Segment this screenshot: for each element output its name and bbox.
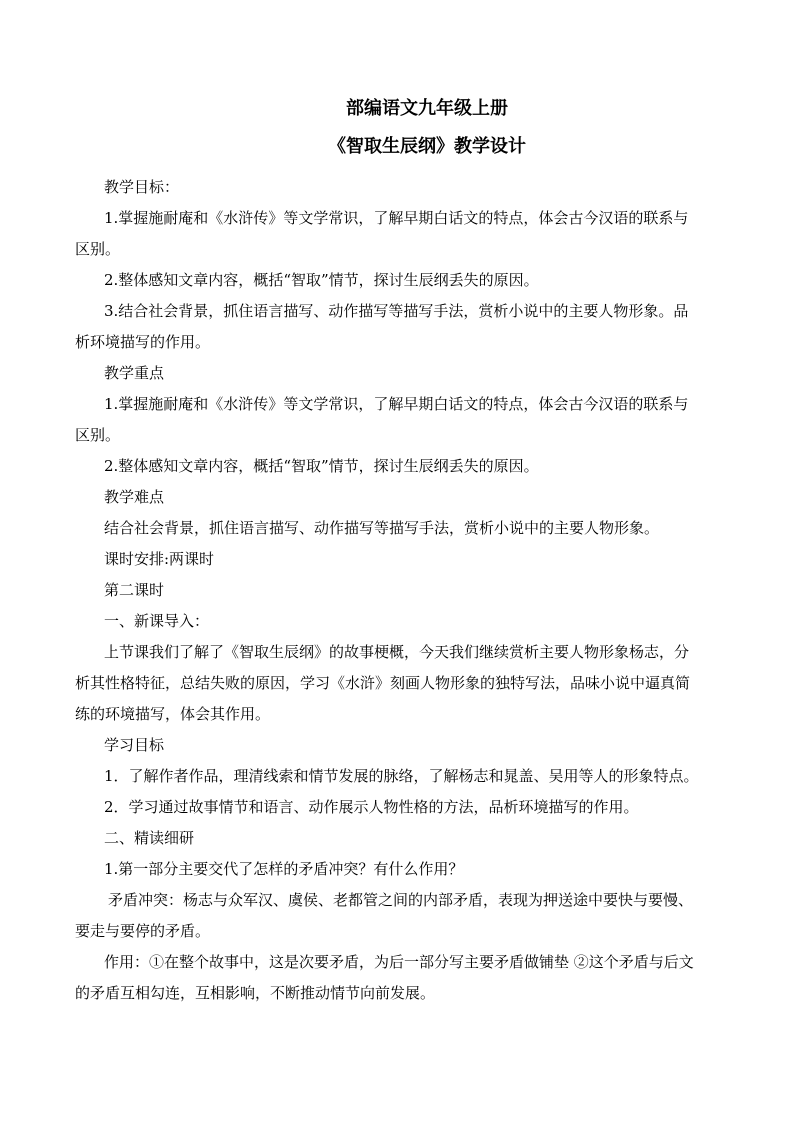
section-heading-learning-goals: 学习目标 — [104, 736, 165, 754]
section-heading-objectives: 教学目标： — [104, 178, 180, 196]
paragraph-line: 的矛盾互相勾连，互相影响，不断推动情节向前发展。 — [75, 984, 436, 1002]
document-title-lesson: 《智取生辰纲》教学设计 — [328, 136, 526, 157]
paragraph-line: 2.整体感知文章内容，概括“智取”情节，探讨生辰纲丢失的原因。 — [104, 271, 539, 289]
section-heading-close-reading: 二、精读细研 — [104, 829, 195, 847]
paragraph-line: 结合社会背景，抓住语言描写、动作描写等描写手法，赏析小说中的主要人物形象。 — [104, 519, 660, 537]
question-line: 1.第一部分主要交代了怎样的矛盾冲突？有什么作用？ — [104, 860, 464, 878]
paragraph-line: 练的环境描写，体会其作用。 — [75, 705, 271, 723]
paragraph-line: 1．了解作者作品，理清线索和情节发展的脉络，了解杨志和晁盖、吴用等人的形象特点。 — [104, 767, 699, 785]
document-title-grade: 部编语文九年级上册 — [346, 98, 508, 119]
paragraph-line: 矛盾冲突：杨志与众军汉、虞侯、老都管之间的内部矛盾，表现为押送途中要快与要慢、 — [108, 891, 694, 909]
paragraph-line: 上节课我们了解了《智取生辰纲》的故事梗概，今天我们继续赏析主要人物形象杨志，分 — [104, 643, 690, 661]
paragraph-line: 析其性格特征，总结失败的原因，学习《水浒》刻画人物形象的独特写法，品味小说中逼真简 — [75, 674, 691, 692]
paragraph-line: 区别。 — [75, 426, 121, 444]
paragraph-line: 2.整体感知文章内容，概括“智取”情节，探讨生辰纲丢失的原因。 — [104, 457, 539, 475]
paragraph-line: 3.结合社会背景，抓住语言描写、动作描写等描写手法，赏析小说中的主要人物形象。品 — [104, 302, 689, 320]
section-heading-second-lesson: 第二课时 — [104, 581, 165, 599]
section-heading-difficulties: 教学难点 — [104, 488, 165, 506]
section-heading-intro: 一、新课导入： — [104, 612, 210, 630]
schedule-line: 课时安排:两课时 — [104, 550, 215, 568]
section-heading-key-points: 教学重点 — [104, 364, 165, 382]
paragraph-line: 1.掌握施耐庵和《水浒传》等文学常识，了解早期白话文的特点，体会古今汉语的联系与 — [104, 209, 689, 227]
paragraph-line: 区别。 — [75, 240, 121, 258]
paragraph-line: 作用：①在整个故事中，这是次要矛盾，为后一部分写主要矛盾做铺垫 ②这个矛盾与后文 — [104, 953, 694, 971]
paragraph-line: 1.掌握施耐庵和《水浒传》等文学常识，了解早期白话文的特点，体会古今汉语的联系与 — [104, 395, 689, 413]
paragraph-line: 析环境描写的作用。 — [75, 333, 211, 351]
paragraph-line: 2．学习通过故事情节和语言、动作展示人物性格的方法，品析环境描写的作用。 — [104, 798, 639, 816]
paragraph-line: 要走与要停的矛盾。 — [75, 922, 211, 940]
